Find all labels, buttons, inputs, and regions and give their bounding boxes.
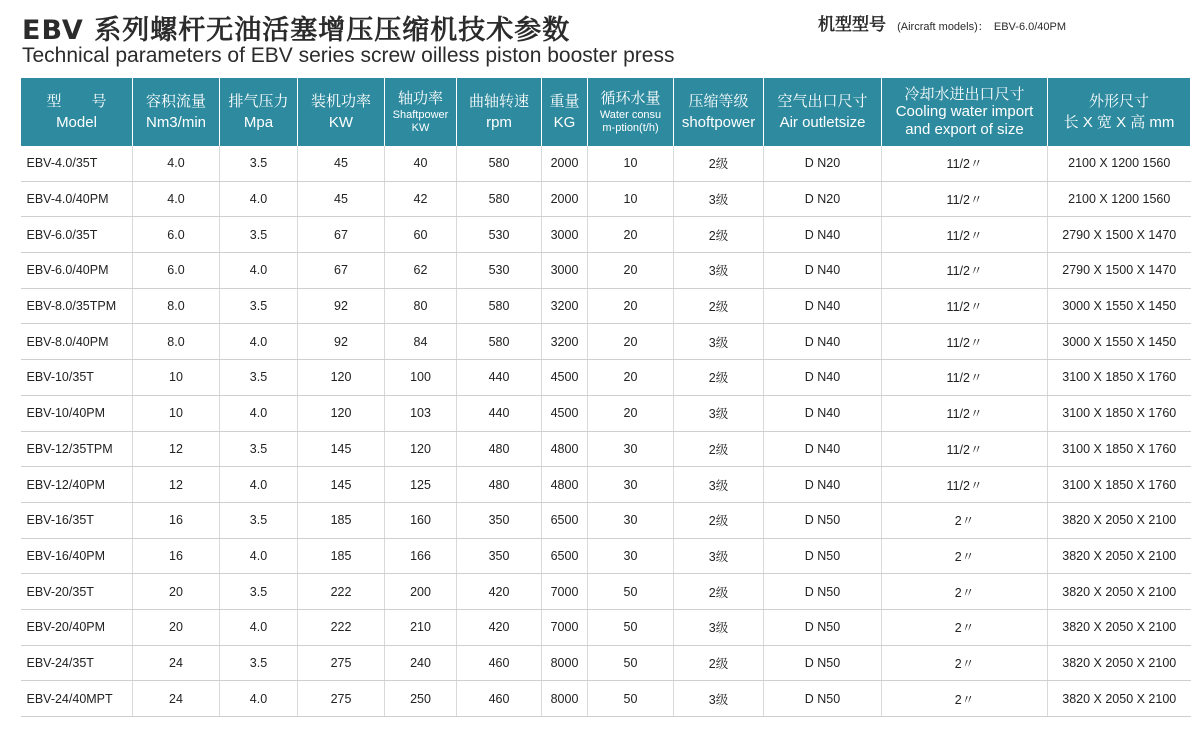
cell-water-flow: 50: [588, 645, 674, 681]
cell-flow: 6.0: [133, 217, 220, 253]
cell-water-flow: 20: [588, 324, 674, 360]
cell-model: EBV-8.0/40PM: [21, 324, 133, 360]
cell-model: EBV-24/35T: [21, 645, 133, 681]
table-row: [21, 288, 1191, 324]
cell-water-flow: 10: [588, 181, 674, 217]
cell-stages: 3级: [674, 253, 764, 289]
cell-air-outlet: D N50: [764, 681, 882, 717]
cell-model: EBV-16/40PM: [21, 538, 133, 574]
cell-pressure: 4.0: [220, 538, 298, 574]
cell-shaft-power: 210: [385, 609, 457, 645]
cell-pressure: 3.5: [220, 217, 298, 253]
cell-flow: 10: [133, 395, 220, 431]
cell-air-outlet: D N50: [764, 645, 882, 681]
cell-water-flow: 50: [588, 574, 674, 610]
table-row: [21, 360, 1191, 396]
cell-shaft-power: 42: [385, 181, 457, 217]
cell-pressure: 4.0: [220, 324, 298, 360]
cell-stages: 2级: [674, 217, 764, 253]
table-row: [21, 574, 1191, 610]
cell-shaft-power: 80: [385, 288, 457, 324]
cell-model: EBV-10/35T: [21, 360, 133, 396]
col-header-flow: 容积流量 Nm3/min: [133, 78, 220, 146]
cell-stages: 3级: [674, 681, 764, 717]
cell-pressure: 4.0: [220, 467, 298, 503]
cell-flow: 10: [133, 360, 220, 396]
cell-crank-speed: 440: [457, 395, 542, 431]
cell-air-outlet: D N40: [764, 288, 882, 324]
cell-water-flow: 20: [588, 288, 674, 324]
cell-stages: 2级: [674, 431, 764, 467]
cell-flow: 12: [133, 431, 220, 467]
cell-pressure: 3.5: [220, 146, 298, 181]
cell-weight: 6500: [542, 502, 588, 538]
cell-flow: 16: [133, 502, 220, 538]
cell-cooling-water: 2〃: [882, 574, 1048, 610]
table-row: [21, 395, 1191, 431]
table-row: [21, 253, 1191, 289]
cell-air-outlet: D N50: [764, 502, 882, 538]
cell-air-outlet: D N50: [764, 609, 882, 645]
table-row: [21, 467, 1191, 503]
cell-model: EBV-8.0/35TPM: [21, 288, 133, 324]
cell-model: EBV-4.0/40PM: [21, 181, 133, 217]
cell-dimensions: 3820 X 2050 X 2100: [1048, 645, 1191, 681]
cell-water-flow: 30: [588, 538, 674, 574]
cell-water-flow: 50: [588, 609, 674, 645]
cell-air-outlet: D N20: [764, 146, 882, 181]
cell-crank-speed: 580: [457, 288, 542, 324]
cell-cooling-water: 11/2〃: [882, 395, 1048, 431]
table-row: [21, 538, 1191, 574]
cell-pressure: 4.0: [220, 181, 298, 217]
cell-air-outlet: D N40: [764, 360, 882, 396]
cell-shaft-power: 160: [385, 502, 457, 538]
col-header-crank-speed: 曲轴转速 rpm: [457, 78, 542, 146]
col-header-shaft-power: 轴功率 Shaftpower KW: [385, 78, 457, 146]
cell-model: EBV-16/35T: [21, 502, 133, 538]
cell-dimensions: 3100 X 1850 X 1760: [1048, 395, 1191, 431]
cell-flow: 20: [133, 574, 220, 610]
cell-crank-speed: 580: [457, 324, 542, 360]
cell-model: EBV-24/40MPT: [21, 681, 133, 717]
cell-dimensions: 2100 X 1200 1560: [1048, 146, 1191, 181]
cell-crank-speed: 460: [457, 645, 542, 681]
cell-flow: 6.0: [133, 253, 220, 289]
cell-cooling-water: 11/2〃: [882, 181, 1048, 217]
cell-weight: 3200: [542, 288, 588, 324]
cell-stages: 3级: [674, 538, 764, 574]
cell-cooling-water: 11/2〃: [882, 288, 1048, 324]
col-header-air-outlet: 空气出口尺寸 Air outletsize: [764, 78, 882, 146]
model-label-cn: 机型型号: [818, 15, 886, 35]
cell-dimensions: 2790 X 1500 X 1470: [1048, 217, 1191, 253]
cell-pressure: 3.5: [220, 431, 298, 467]
cell-stages: 3级: [674, 395, 764, 431]
cell-stages: 2级: [674, 502, 764, 538]
cell-crank-speed: 420: [457, 574, 542, 610]
cell-dimensions: 2100 X 1200 1560: [1048, 181, 1191, 217]
cell-installed-power: 45: [298, 181, 385, 217]
cell-cooling-water: 11/2〃: [882, 253, 1048, 289]
cell-cooling-water: 11/2〃: [882, 324, 1048, 360]
cell-installed-power: 120: [298, 360, 385, 396]
cell-water-flow: 20: [588, 360, 674, 396]
col-header-cooling-water: 冷却水进出口尺寸 Cooling water import and export of size: [882, 78, 1048, 146]
cell-pressure: 4.0: [220, 681, 298, 717]
cell-air-outlet: D N40: [764, 253, 882, 289]
cell-weight: 2000: [542, 181, 588, 217]
table-row: [21, 146, 1191, 181]
cell-pressure: 3.5: [220, 645, 298, 681]
cell-flow: 20: [133, 609, 220, 645]
cell-model: EBV-12/40PM: [21, 467, 133, 503]
cell-installed-power: 275: [298, 645, 385, 681]
cell-installed-power: 185: [298, 502, 385, 538]
cell-dimensions: 3100 X 1850 X 1760: [1048, 467, 1191, 503]
cell-shaft-power: 200: [385, 574, 457, 610]
cell-shaft-power: 84: [385, 324, 457, 360]
cell-pressure: 4.0: [220, 253, 298, 289]
table-row: [21, 324, 1191, 360]
cell-installed-power: 185: [298, 538, 385, 574]
cell-crank-speed: 580: [457, 146, 542, 181]
cell-model: EBV-12/35TPM: [21, 431, 133, 467]
cell-water-flow: 20: [588, 395, 674, 431]
cell-weight: 3000: [542, 217, 588, 253]
cell-installed-power: 145: [298, 467, 385, 503]
table-row: [21, 217, 1191, 253]
col-header-water-flow: 循环水量 Water consu m-ption(t/h): [588, 78, 674, 146]
cell-crank-speed: 350: [457, 538, 542, 574]
cell-installed-power: 45: [298, 146, 385, 181]
cell-pressure: 3.5: [220, 288, 298, 324]
col-header-pressure: 排气压力 Mpa: [220, 78, 298, 146]
cell-weight: 3000: [542, 253, 588, 289]
cell-weight: 4800: [542, 467, 588, 503]
cell-shaft-power: 120: [385, 431, 457, 467]
header-row: [21, 78, 1191, 146]
cell-crank-speed: 440: [457, 360, 542, 396]
cell-installed-power: 92: [298, 324, 385, 360]
col-header-model: 型 号 Model: [21, 78, 133, 146]
cell-dimensions: 3820 X 2050 X 2100: [1048, 574, 1191, 610]
col-header-installed-power: 装机功率 KW: [298, 78, 385, 146]
cell-water-flow: 20: [588, 217, 674, 253]
cell-crank-speed: 460: [457, 681, 542, 717]
cell-cooling-water: 2〃: [882, 538, 1048, 574]
table-row: [21, 502, 1191, 538]
cell-installed-power: 67: [298, 253, 385, 289]
cell-cooling-water: 2〃: [882, 502, 1048, 538]
cell-flow: 16: [133, 538, 220, 574]
cell-dimensions: 3820 X 2050 X 2100: [1048, 681, 1191, 717]
cell-dimensions: 3100 X 1850 X 1760: [1048, 431, 1191, 467]
table-row: [21, 645, 1191, 681]
cell-cooling-water: 2〃: [882, 609, 1048, 645]
cell-crank-speed: 420: [457, 609, 542, 645]
cell-installed-power: 145: [298, 431, 385, 467]
cell-stages: 3级: [674, 467, 764, 503]
cell-flow: 24: [133, 645, 220, 681]
model-label-en: (Aircraft models)：: [897, 21, 989, 33]
cell-dimensions: 3100 X 1850 X 1760: [1048, 360, 1191, 396]
cell-shaft-power: 125: [385, 467, 457, 503]
cell-cooling-water: 11/2〃: [882, 467, 1048, 503]
cell-crank-speed: 530: [457, 253, 542, 289]
cell-cooling-water: 2〃: [882, 645, 1048, 681]
table-row: [21, 181, 1191, 217]
cell-shaft-power: 166: [385, 538, 457, 574]
cell-installed-power: 222: [298, 574, 385, 610]
cell-crank-speed: 480: [457, 431, 542, 467]
cell-stages: 3级: [674, 609, 764, 645]
cell-dimensions: 2790 X 1500 X 1470: [1048, 253, 1191, 289]
cell-crank-speed: 580: [457, 181, 542, 217]
cell-stages: 2级: [674, 645, 764, 681]
cell-dimensions: 3820 X 2050 X 2100: [1048, 502, 1191, 538]
cell-shaft-power: 62: [385, 253, 457, 289]
cell-pressure: 3.5: [220, 502, 298, 538]
cell-dimensions: 3000 X 1550 X 1450: [1048, 324, 1191, 360]
cell-stages: 2级: [674, 360, 764, 396]
cell-cooling-water: 11/2〃: [882, 217, 1048, 253]
table-row: [21, 681, 1191, 717]
cell-dimensions: 3000 X 1550 X 1450: [1048, 288, 1191, 324]
cell-pressure: 4.0: [220, 609, 298, 645]
cell-cooling-water: 2〃: [882, 681, 1048, 717]
cell-model: EBV-4.0/35T: [21, 146, 133, 181]
cell-weight: 8000: [542, 681, 588, 717]
cell-weight: 6500: [542, 538, 588, 574]
cell-cooling-water: 11/2〃: [882, 360, 1048, 396]
cell-crank-speed: 350: [457, 502, 542, 538]
cell-water-flow: 30: [588, 502, 674, 538]
table-row: [21, 431, 1191, 467]
cell-model: EBV-6.0/35T: [21, 217, 133, 253]
cell-stages: 2级: [674, 146, 764, 181]
cell-pressure: 3.5: [220, 360, 298, 396]
cell-cooling-water: 11/2〃: [882, 146, 1048, 181]
cell-weight: 4500: [542, 395, 588, 431]
cell-flow: 8.0: [133, 288, 220, 324]
cell-shaft-power: 240: [385, 645, 457, 681]
page-title-en: Technical parameters of EBV series screw oilless piston booster press: [22, 44, 675, 67]
cell-shaft-power: 250: [385, 681, 457, 717]
cell-stages: 3级: [674, 324, 764, 360]
cell-crank-speed: 530: [457, 217, 542, 253]
cell-air-outlet: D N40: [764, 217, 882, 253]
cell-water-flow: 50: [588, 681, 674, 717]
cell-model: EBV-20/35T: [21, 574, 133, 610]
cell-weight: 2000: [542, 146, 588, 181]
cell-model: EBV-6.0/40PM: [21, 253, 133, 289]
cell-air-outlet: D N40: [764, 324, 882, 360]
cell-dimensions: 3820 X 2050 X 2100: [1048, 609, 1191, 645]
table-row: [21, 609, 1191, 645]
cell-air-outlet: D N40: [764, 467, 882, 503]
cell-air-outlet: D N40: [764, 395, 882, 431]
cell-water-flow: 20: [588, 253, 674, 289]
cell-weight: 8000: [542, 645, 588, 681]
cell-crank-speed: 480: [457, 467, 542, 503]
cell-installed-power: 120: [298, 395, 385, 431]
cell-air-outlet: D N40: [764, 431, 882, 467]
model-info: [818, 10, 1066, 35]
cell-flow: 4.0: [133, 146, 220, 181]
cell-flow: 4.0: [133, 181, 220, 217]
cell-air-outlet: D N20: [764, 181, 882, 217]
cell-water-flow: 30: [588, 467, 674, 503]
cell-flow: 24: [133, 681, 220, 717]
cell-shaft-power: 40: [385, 146, 457, 181]
cell-weight: 4800: [542, 431, 588, 467]
cell-stages: 2级: [674, 288, 764, 324]
cell-model: EBV-20/40PM: [21, 609, 133, 645]
cell-installed-power: 275: [298, 681, 385, 717]
cell-weight: 7000: [542, 609, 588, 645]
cell-weight: 4500: [542, 360, 588, 396]
cell-shaft-power: 60: [385, 217, 457, 253]
cell-installed-power: 222: [298, 609, 385, 645]
cell-water-flow: 30: [588, 431, 674, 467]
col-header-stages: 压缩等级 shoftpower: [674, 78, 764, 146]
cell-weight: 7000: [542, 574, 588, 610]
cell-pressure: 4.0: [220, 395, 298, 431]
cell-stages: 3级: [674, 181, 764, 217]
cell-shaft-power: 103: [385, 395, 457, 431]
cell-installed-power: 92: [298, 288, 385, 324]
cell-cooling-water: 11/2〃: [882, 431, 1048, 467]
parameters-table: [20, 78, 1191, 717]
cell-flow: 8.0: [133, 324, 220, 360]
cell-pressure: 3.5: [220, 574, 298, 610]
cell-water-flow: 10: [588, 146, 674, 181]
page-title-cn: EBV 系列螺杆无油活塞增压压缩机技术参数: [22, 15, 571, 46]
cell-air-outlet: D N50: [764, 538, 882, 574]
col-header-weight: 重量 KG: [542, 78, 588, 146]
cell-flow: 12: [133, 467, 220, 503]
cell-weight: 3200: [542, 324, 588, 360]
cell-dimensions: 3820 X 2050 X 2100: [1048, 538, 1191, 574]
cell-installed-power: 67: [298, 217, 385, 253]
col-header-dimensions: 外形尺寸 长 X 宽 X 高 mm: [1048, 78, 1191, 146]
model-value: EBV-6.0/40PM: [993, 21, 1067, 33]
cell-stages: 2级: [674, 574, 764, 610]
cell-air-outlet: D N50: [764, 574, 882, 610]
cell-shaft-power: 100: [385, 360, 457, 396]
cell-model: EBV-10/40PM: [21, 395, 133, 431]
